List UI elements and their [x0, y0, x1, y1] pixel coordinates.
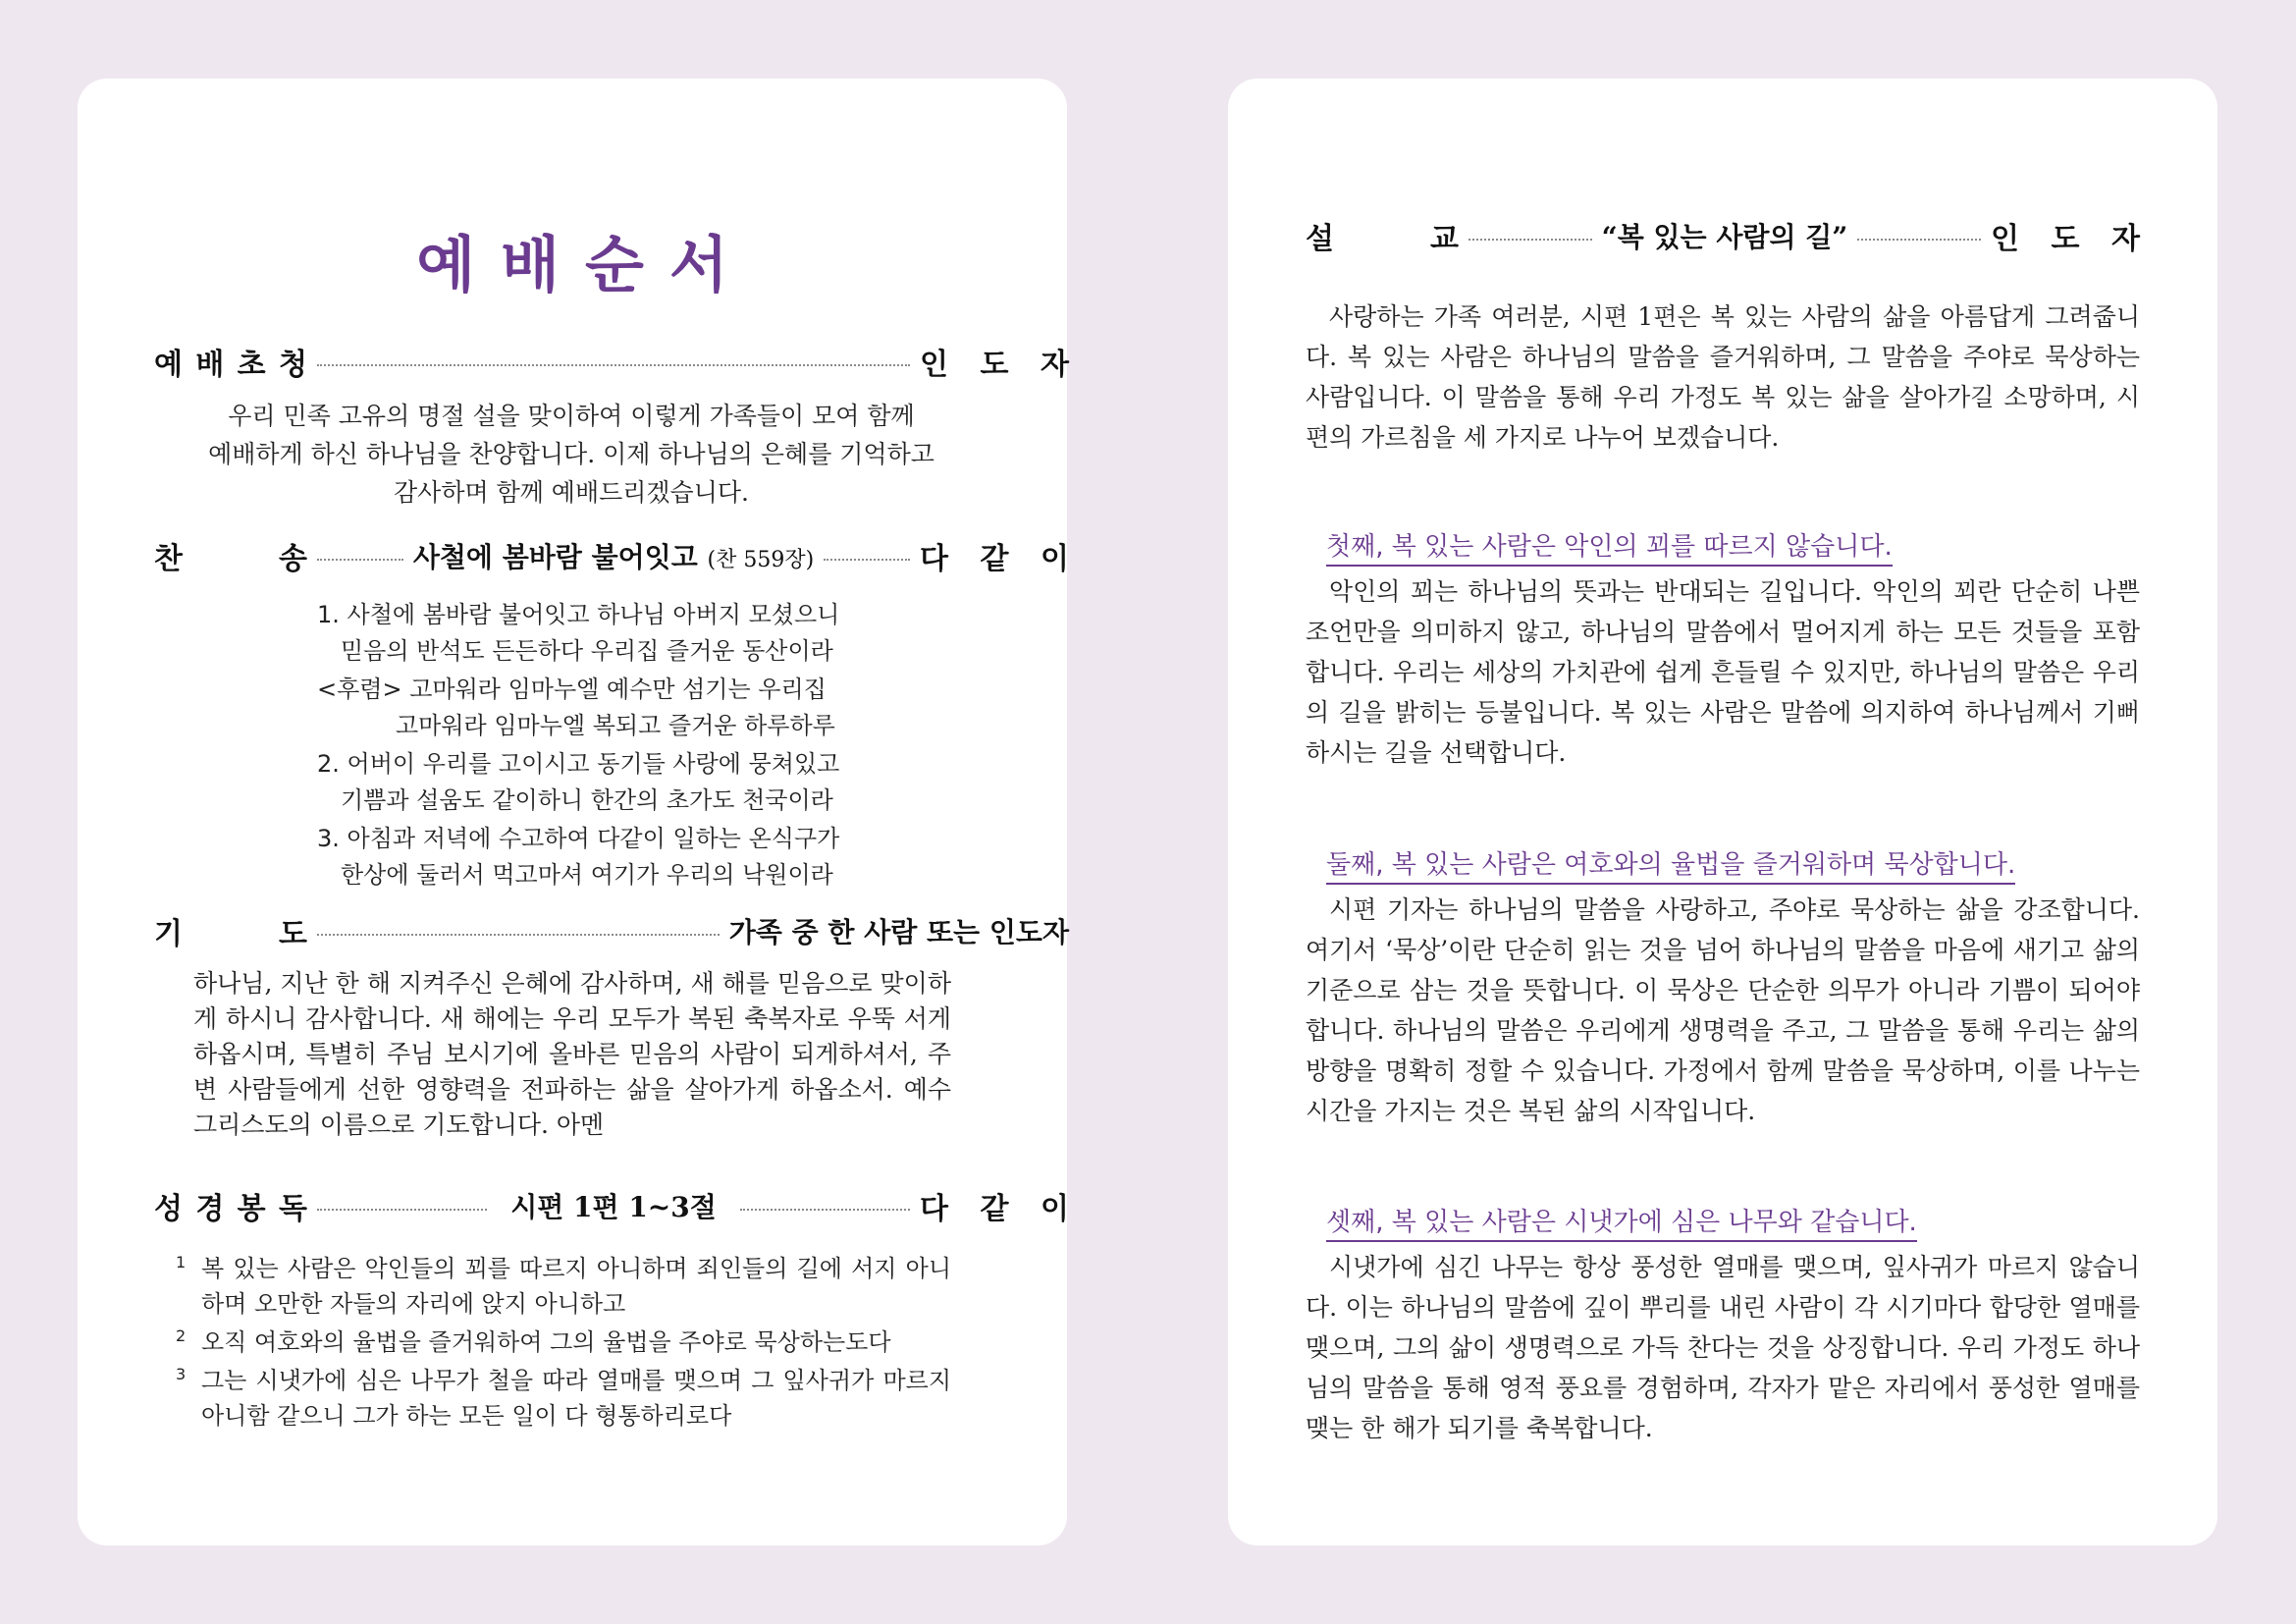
prayer-row: [154, 909, 1069, 952]
point-body-3: 시냇가에 심긴 나무는 항상 풍성한 열매를 맺으며, 잎사귀가 마르지 않습니다. 이는 하나님의 말씀에 깊이 뿌리를 내린 사람이 각 시기마다 합당한 열매를 맺으며, 그의 삶이 생명력으로 가득 찬다는 것을 상징합니다. 우리 가정도 하나님의 말씀을 통해 영적 풍요를 경험하며, 각자가 맡은 자리에서 풍성한 열매를 맺는 한 해가 되기를 축복합니다.: [1306, 1253, 2140, 1442]
hymn-title-text: 사철에 봄바람 불어잇고: [412, 541, 698, 573]
label-char: 설: [1306, 222, 1334, 256]
invocation-leader: [920, 340, 1069, 383]
leader-char: 다: [920, 542, 948, 576]
dotted-leader: [317, 364, 910, 366]
verse: [176, 1363, 951, 1434]
leader-char: 이: [1041, 1192, 1069, 1226]
verse-number: 2: [176, 1326, 187, 1345]
verse: [176, 1325, 951, 1360]
label-char: 초: [237, 348, 266, 382]
dotted-leader: [317, 1209, 487, 1211]
left-page: [78, 79, 1067, 1545]
lyric-line: 한상에 둘러서 먹고마셔 여기가 우리의 낙원이라: [341, 861, 833, 889]
prayer-label: [154, 909, 307, 952]
dotted-leader: [740, 1209, 910, 1211]
invocation-label: [154, 340, 307, 383]
text-line: 감사하며 함께 예배드리겠습니다.: [394, 478, 749, 507]
dotted-leader: [317, 934, 720, 936]
sermon-label: [1306, 214, 1459, 257]
label-char: 독: [278, 1192, 307, 1226]
verse: [176, 1251, 951, 1322]
sermon-intro: 사랑하는 가족 여러분, 시편 1편은 복 있는 사람의 삶을 아름답게 그려줍니다. 복 있는 사람은 하나님의 말씀을 즐거워하며, 그 말씀을 주야로 묵상하는 사람입니다. 이 말씀을 통해 우리 가정도 복 있는 삶을 살아가길 소망하며, 시편의 가르침을 세 가지로 나누어 보겠습니다.: [1306, 302, 2140, 452]
leader-char: 인: [1991, 222, 2019, 256]
lyric-line: 2. 어버이 우리를 고이시고 동기들 사랑에 뭉쳐있고: [317, 750, 840, 778]
verse-number: 1: [176, 1253, 187, 1272]
sermon-title: “복 있는 사람의 길”: [1601, 221, 1848, 253]
hymn-number: (찬 559장): [707, 548, 815, 572]
label-char: 경: [195, 1192, 225, 1226]
right-page: [1228, 79, 2217, 1545]
leader-char: 같: [980, 1192, 1009, 1226]
verse-text: 복 있는 사람은 악인들의 꾀를 따르지 아니하며 죄인들의 길에 서지 아니하며 오만한 자들의 자리에 앉지 아니하고: [201, 1255, 951, 1318]
hymn-row: [154, 534, 1069, 577]
dotted-leader: [317, 559, 403, 561]
label-char: 청: [278, 348, 307, 382]
leader-char: 자: [2111, 222, 2140, 256]
reading-label: [154, 1184, 307, 1227]
point-heading-3: 셋째, 복 있는 사람은 시냇가에 심은 나무와 같습니다.: [1326, 1202, 1917, 1242]
text-line: 우리 민족 고유의 명절 설을 맞이하여 이렇게 가족들이 모여 함께: [228, 402, 915, 430]
sermon-row: [1306, 214, 2140, 257]
dotted-leader: [824, 559, 910, 561]
verse-text: 오직 여호와의 율법을 즐거워하여 그의 율법을 주야로 묵상하는도다: [201, 1328, 891, 1356]
point-heading-1: 첫째, 복 있는 사람은 악인의 꾀를 따르지 않습니다.: [1326, 526, 1893, 567]
label-char: 송: [279, 542, 307, 576]
leader-char: 도: [980, 348, 1009, 382]
leader-char: 인: [920, 348, 948, 382]
lyric-line: 3. 아침과 저녁에 수고하여 다같이 일하는 온식구가: [317, 825, 840, 852]
lyric-line: 고마워라 임마누엘 복되고 즐거운 하루하루: [396, 712, 835, 739]
point-body-1: 악인의 꾀는 하나님의 뜻과는 반대되는 길입니다. 악인의 꾀란 단순히 나쁜 조언만을 의미하지 않고, 하나님의 말씀에서 멀어지게 하는 모든 것들을 포함합니다. 우리는 세상의 가치관에 쉽게 흔들릴 수 있지만, 하나님의 말씀은 우리의 길을 밝히는 등불입니다. 복 있는 사람은 말씀에 의지하여 하나님께서 기뻐하시는 길을 선택합니다.: [1306, 577, 2140, 767]
label-char: 예: [154, 348, 183, 382]
point-body-2: 시편 기자는 하나님의 말씀을 사랑하고, 주야로 묵상하는 삶을 강조합니다. 여기서 ‘묵상’이란 단순히 읽는 것을 넘어 하나님의 말씀을 마음에 새기고 삶의 기준으로 삼는 것을 뜻합니다. 이 묵상은 단순한 의무가 아니라 기쁨이 되어야 합니다. 하나님의 말씀은 우리에게 생명력을 주고, 그 말씀을 통해 우리는 삶의 방향을 명확히 정할 수 있습니다. 가정에서 함께 말씀을 묵상하며, 이를 나누는 시간을 가지는 것은 복된 삶의 시작입니다.: [1306, 895, 2140, 1125]
hymn-leader: [920, 534, 1069, 577]
hymn-label: [154, 534, 307, 577]
leader-char: 이: [1041, 542, 1069, 576]
reading-passage: 시편 1편 1~3절: [510, 1191, 717, 1223]
prayer-text: 하나님, 지난 한 해 지켜주신 은혜에 감사하며, 새 해를 믿음으로 맞이하게 하시니 감사합니다. 새 해에는 우리 모두가 복된 축복자로 우뚝 서게 하옵시며, 특별히 주님 보시기에 올바른 믿음의 사람이 되게하셔서, 주변 사람들에게 선한 영향력을 전파하는 삶을 살아가게 하옵소서. 예수 그리스도의 이름으로 기도합니다. 아멘: [193, 969, 951, 1139]
dotted-leader: [1468, 239, 1592, 241]
page-title: 예배순서: [416, 229, 754, 300]
leader-char: 도: [2051, 222, 2080, 256]
point-heading-2: 둘째, 복 있는 사람은 여호와의 율법을 즐거워하며 묵상합니다.: [1326, 844, 2015, 885]
label-char: 찬: [154, 542, 183, 576]
lyric-line: <후렴> 고마워라 임마누엘 예수만 섬기는 우리집: [317, 676, 827, 703]
invocation-row: [154, 340, 1069, 383]
reading-leader: [920, 1184, 1069, 1227]
lyric-line: 믿음의 반석도 든든하다 우리집 즐거운 동산이라: [341, 637, 833, 665]
label-char: 봉: [237, 1192, 266, 1226]
leader-char: 다: [920, 1192, 948, 1226]
label-char: 교: [1430, 222, 1459, 256]
hymn-lyrics: [317, 597, 839, 893]
verse-text: 그는 시냇가에 심은 나무가 철을 따라 열매를 맺으며 그 잎사귀가 마르지 아니함 같으니 그가 하는 모든 일이 다 형통하리로다: [201, 1367, 951, 1430]
label-char: 도: [279, 917, 307, 951]
text-line: 예배하게 하신 하나님을 찬양합니다. 이제 하나님의 은혜를 기억하고: [208, 440, 934, 468]
reading-row: [154, 1184, 1069, 1227]
label-char: 성: [154, 1192, 183, 1226]
hymn-title: [413, 536, 814, 575]
label-char: 기: [154, 917, 183, 951]
scripture-verses: [176, 1251, 951, 1436]
sermon-leader: [1991, 214, 2140, 257]
lyric-line: 1. 사철에 봄바람 불어잇고 하나님 아버지 모셨으니: [317, 601, 840, 628]
lyric-line: 기쁨과 설움도 같이하니 한간의 초가도 천국이라: [341, 786, 833, 814]
dotted-leader: [1857, 239, 1981, 241]
label-char: 배: [195, 348, 225, 382]
invocation-text: [154, 397, 988, 512]
leader-char: 자: [1041, 348, 1069, 382]
leader-char: 같: [980, 542, 1009, 576]
prayer-leader: 가족 중 한 사람 또는 인도자: [728, 916, 1069, 948]
verse-number: 3: [176, 1365, 187, 1383]
